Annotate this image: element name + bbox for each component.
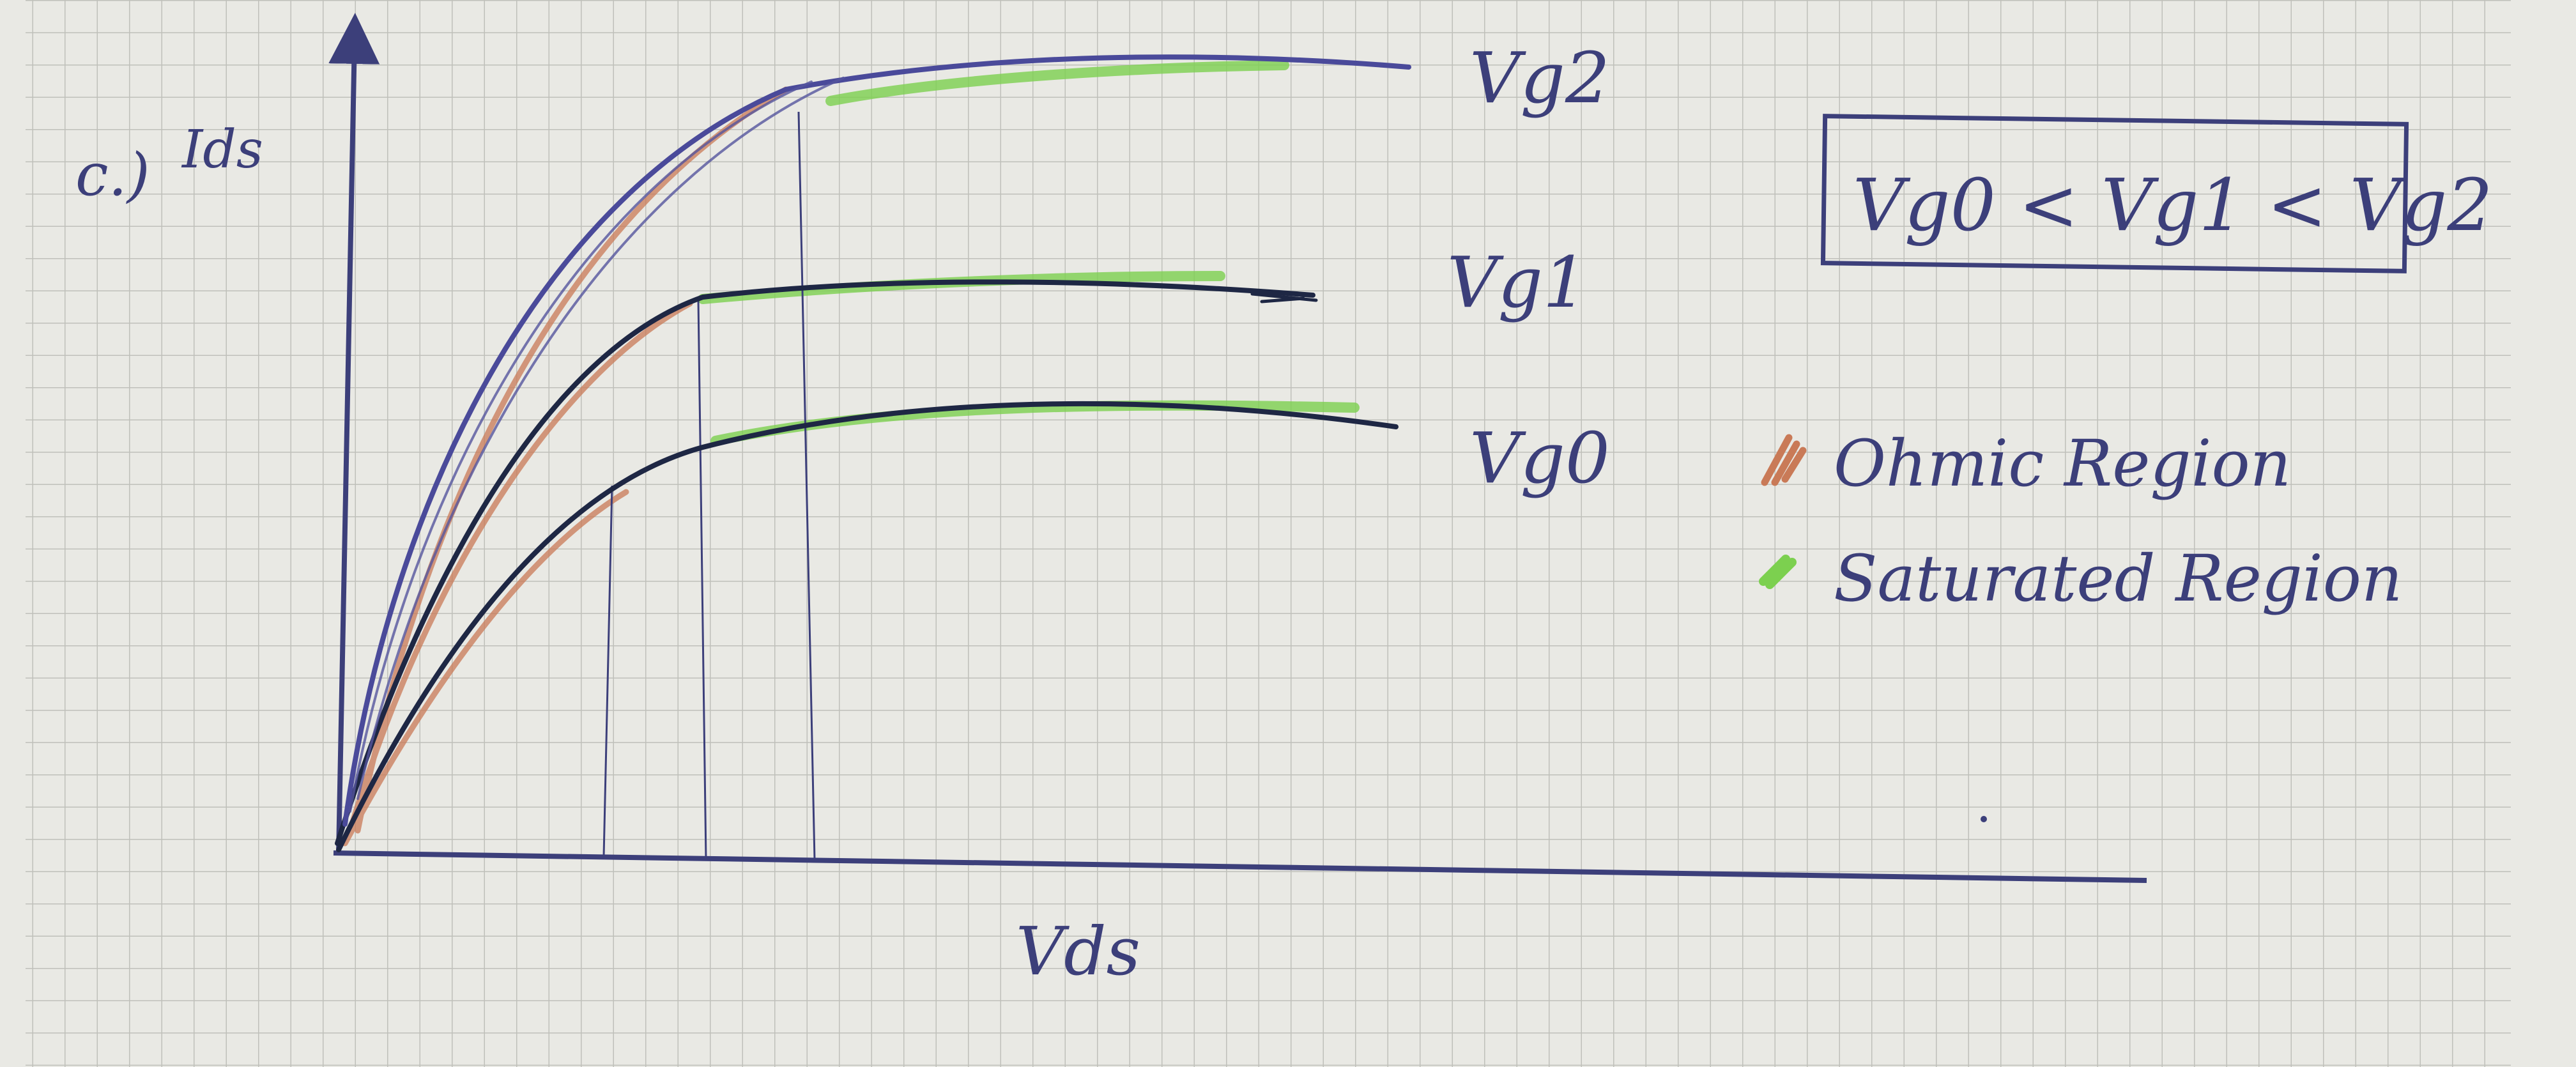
- curve-label-vg1: Vg1: [1447, 242, 1588, 323]
- pen-dot: [1981, 816, 1987, 822]
- curve-label-vg0: Vg0: [1469, 417, 1610, 499]
- legend-label-saturated: Saturated Region: [1834, 541, 2403, 616]
- part-label: c.): [75, 141, 150, 209]
- legend-label-ohmic: Ohmic Region: [1834, 426, 2292, 501]
- condition-text: Vg0 < Vg1 < Vg2: [1853, 164, 2493, 247]
- curve-label-vg2: Vg2: [1469, 37, 1610, 119]
- y-axis-label: Ids: [182, 119, 263, 180]
- x-axis-label: Vds: [1016, 912, 1141, 990]
- graph-paper-grid: [26, 0, 2511, 1067]
